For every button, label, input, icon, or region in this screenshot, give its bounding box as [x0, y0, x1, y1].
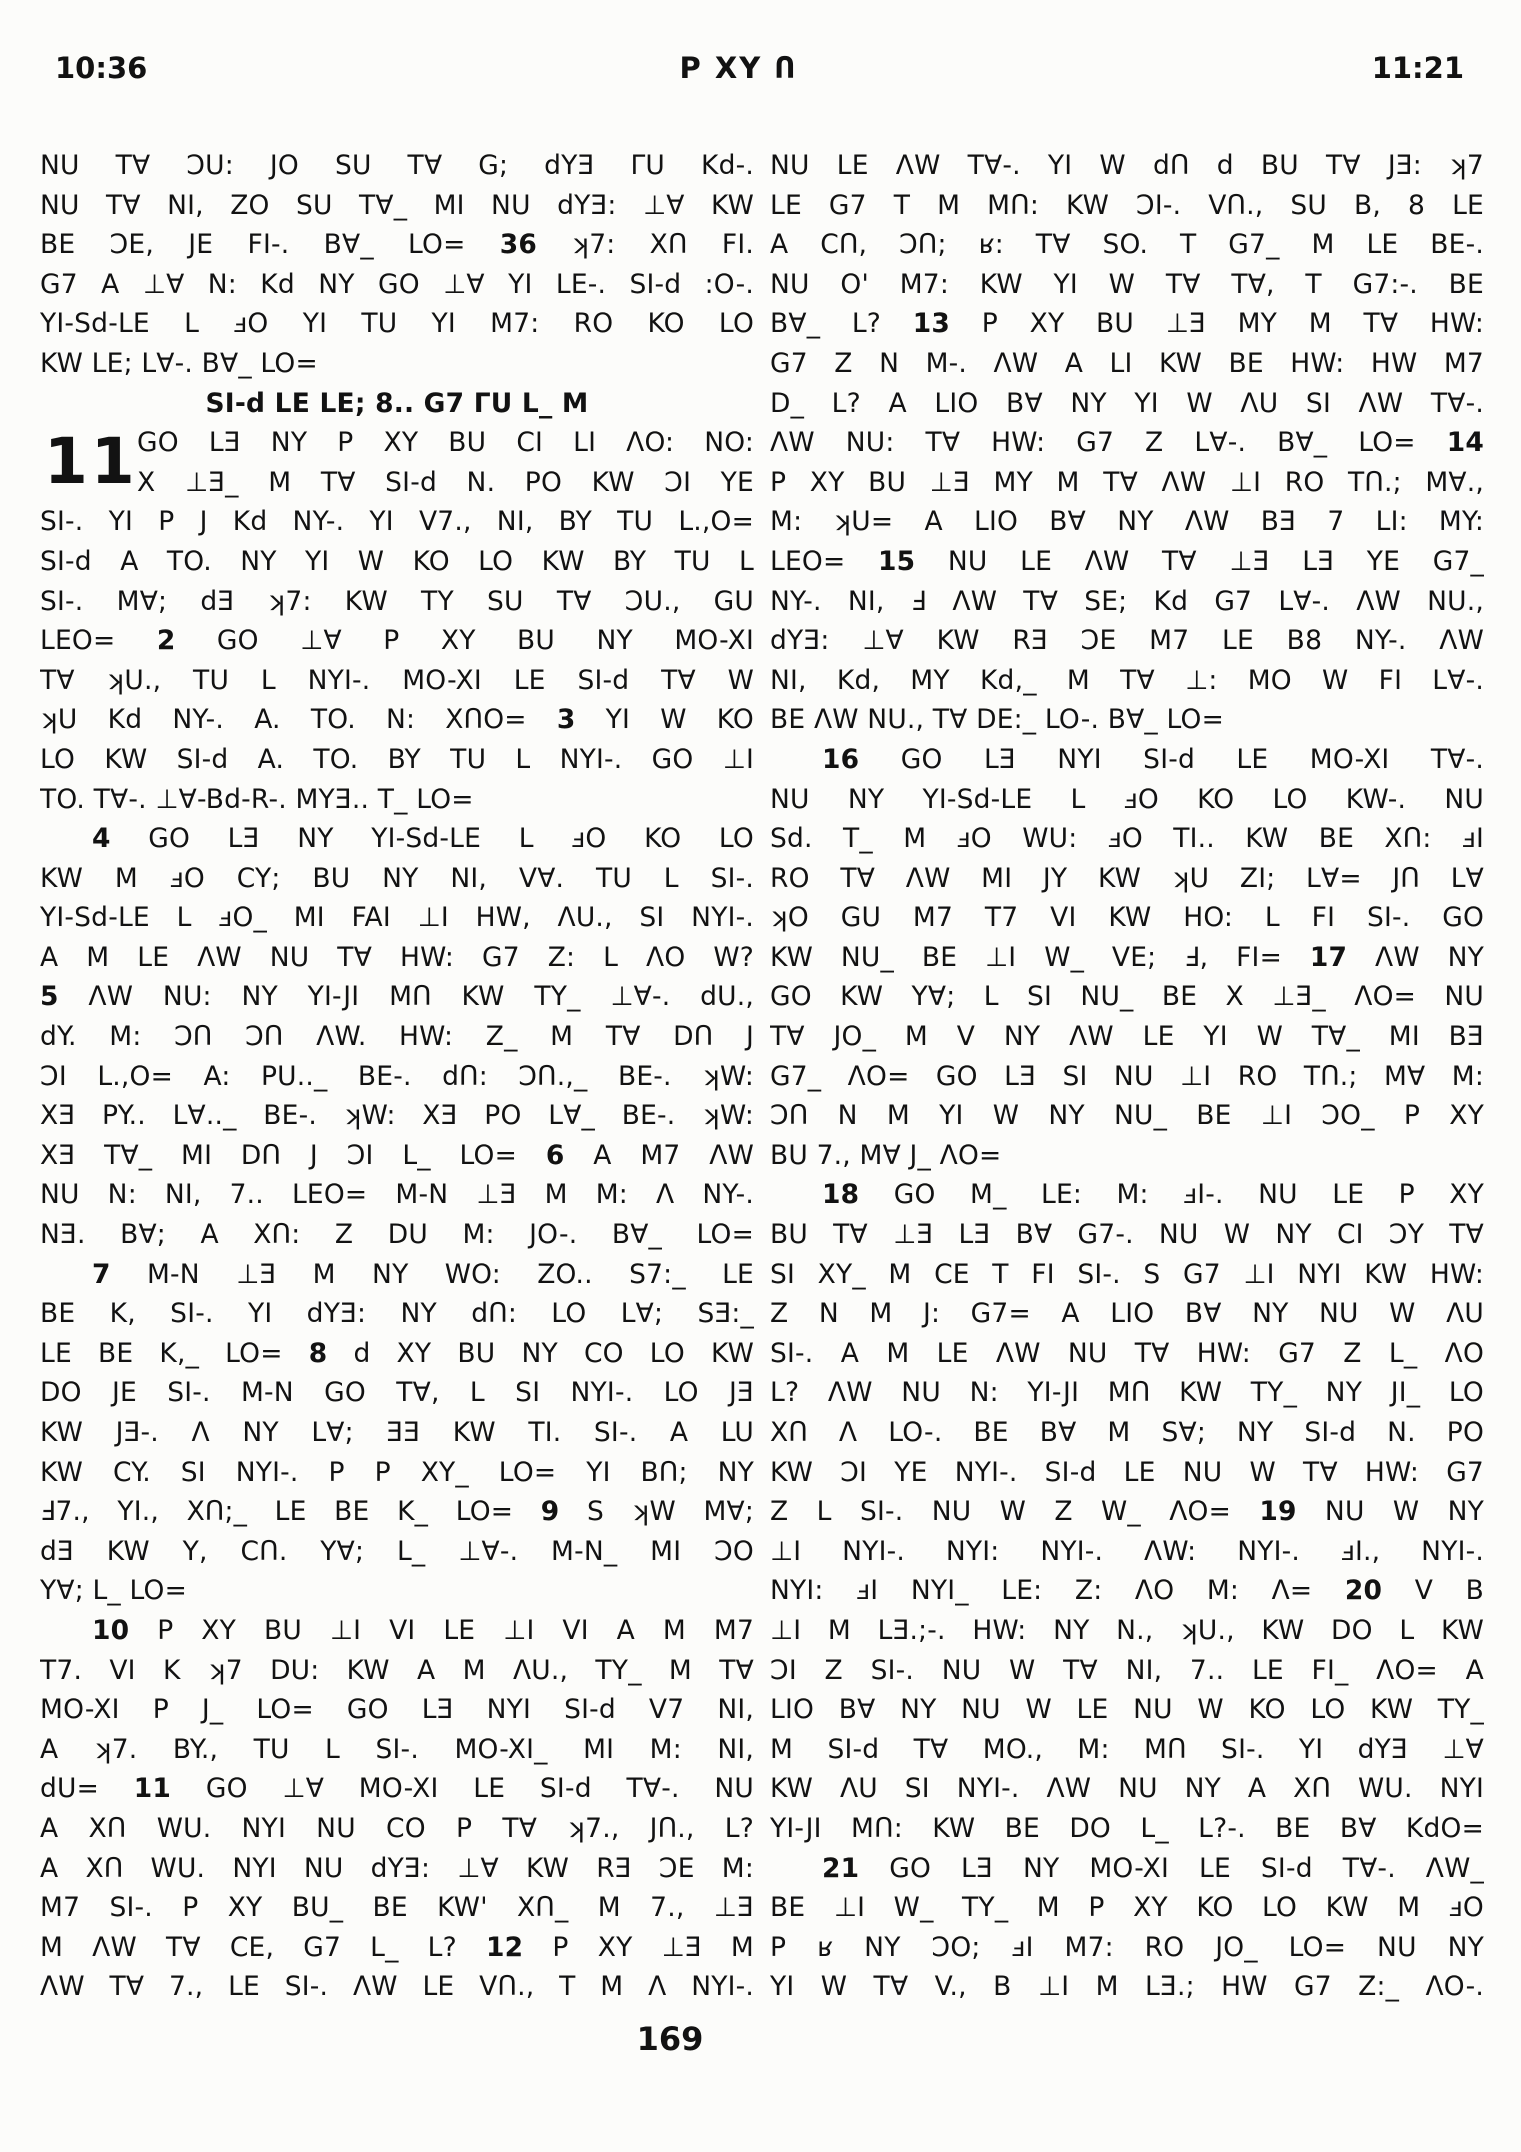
- text-run: A XՈ WU. NYI NU dYƎ: ⊥∀ KW RƎ ƆE M:: [40, 1852, 754, 1884]
- text-line: [40, 740, 754, 780]
- text-run: Ⅎ7., YI., XՈ;_ LE BE K_ LO=: [40, 1496, 541, 1528]
- left-text-column: [40, 146, 754, 2007]
- text-run: XƎ T∀_ MI DՈ J ƆI L_ LO=: [40, 1139, 546, 1171]
- text-line: [770, 1255, 1484, 1295]
- text-line: [770, 740, 1484, 780]
- text-line: [770, 977, 1484, 1017]
- text-line: [40, 1849, 754, 1889]
- text-line: [770, 780, 1484, 820]
- text-run: T7. VI K ʞ7 DU: KW A M ΛU., TY_ M T∀: [40, 1654, 754, 1686]
- text-run: LE BE K,_ LO=: [40, 1337, 309, 1369]
- text-line: [40, 1769, 754, 1809]
- text-run: KW JƎ-. Λ NY L∀; ƎƎ KW TI. SI-. A LU: [40, 1417, 754, 1448]
- text-line: [770, 423, 1484, 463]
- text-run: A ʞ7. BY., TU L SI-. MO-XI_ MI M: NI,: [40, 1733, 754, 1765]
- text-run: KW LE; L∀-. B∀_ LO=: [40, 347, 318, 379]
- text-line: [40, 1255, 754, 1295]
- text-run: ΛW NU: NY YI-JI MՈ KW TY_ ⊥∀-. dU.,: [58, 981, 754, 1013]
- verse-number: 6: [545, 1139, 565, 1171]
- text-line: [770, 1809, 1484, 1849]
- text-line: [770, 1532, 1484, 1572]
- text-run: NU W NY: [1296, 1496, 1484, 1528]
- text-line: [770, 384, 1484, 424]
- text-run: ʞO GU M7 T7 VI KW HO: L FI SI-. GO: [770, 902, 1484, 934]
- text-line: [770, 700, 1484, 740]
- text-line: [770, 146, 1484, 186]
- text-run: P XY BU ⊥Ǝ MY M T∀ HW:: [950, 308, 1484, 340]
- text-line: [40, 1175, 754, 1215]
- verse-number: 10: [92, 1614, 130, 1646]
- text-run: XՈ Λ LO-. BE B∀ M S∀; NY SI-d N. PO: [770, 1417, 1484, 1448]
- text-run: GO LƎ NY YI-Sd-LE L ⅎO KO LO: [110, 823, 754, 855]
- text-line: [770, 1453, 1484, 1493]
- text-run: NI, Kd, MY Kd,_ M T∀ ⊥: MO W FI L∀-.: [770, 664, 1484, 696]
- text-run: P ʁ NY ƆO; ⅎI M7: RO JO_ LO= NU NY: [770, 1931, 1484, 1963]
- text-run: dYƎ: ⊥∀ KW RƎ ƆE M7 LE B8 NY-. ΛW: [770, 625, 1484, 657]
- text-line: [40, 1413, 754, 1453]
- text-run: YI W KO: [575, 704, 754, 736]
- text-line: [40, 1928, 754, 1968]
- text-run: ƆՈ N M YI W NY NU_ BE ⊥I ƆO_ P XY: [770, 1100, 1484, 1132]
- text-line: [40, 304, 754, 344]
- text-run: M SI-d T∀ MO., M: MՈ SI-. YI dYƎ ⊥∀: [770, 1733, 1484, 1765]
- text-line: [40, 1215, 754, 1255]
- text-line: [40, 819, 754, 859]
- text-line: [40, 1888, 754, 1928]
- text-run: Z N M J: G7= A LIO B∀ NY NU W ΛU: [770, 1298, 1484, 1330]
- text-line: [40, 1136, 754, 1176]
- text-run: ƆI L.,O= A: PU.._ BE-. dՈ: ƆՈ.,_ BE-. ʞW:: [40, 1060, 754, 1092]
- text-run: LIO B∀ NY NU W LE NU W KO LO KW TY_: [770, 1694, 1484, 1726]
- section-heading: [40, 384, 754, 424]
- text-line: [40, 1373, 754, 1413]
- text-run: BU T∀ ⊥Ǝ LƎ B∀ G7-. NU W NY CI ƆY T∀: [770, 1219, 1484, 1251]
- text-line: [770, 1215, 1484, 1255]
- text-line: [40, 1967, 754, 2007]
- header-book-title: P XY Ո: [679, 51, 798, 85]
- text-line: [770, 304, 1484, 344]
- text-run: Y∀; L_ LO=: [40, 1575, 187, 1607]
- verse-number: 15: [878, 545, 916, 577]
- text-run: NU LE ΛW T∀-. YI W dՈ d BU T∀ JƎ: ʞ7: [770, 150, 1484, 181]
- text-run: NU LE ΛW T∀ ⊥Ǝ LƎ YE G7_: [915, 545, 1484, 577]
- verse-number: 13: [912, 308, 951, 340]
- text-run: LEO=: [770, 545, 878, 577]
- text-run: GO ⊥∀ MO-XI LE SI-d T∀-. NU: [171, 1773, 754, 1805]
- text-line: [770, 265, 1484, 305]
- text-line: [770, 1611, 1484, 1651]
- text-run: ƆI Z SI-. NU W T∀ NI, 7.. LE FI_ ΛO= A: [770, 1654, 1484, 1686]
- verse-number: 3: [556, 704, 576, 736]
- text-run: A CՈ, ƆՈ; ʁ: T∀ SO. T G7_ M LE BE-.: [770, 229, 1484, 261]
- text-line: [770, 1651, 1484, 1691]
- text-line: [770, 344, 1484, 384]
- text-run: GO ⊥∀ P XY BU NY MO-XI: [175, 625, 754, 657]
- verse-number: 36: [499, 229, 538, 261]
- text-columns: [40, 146, 1484, 2007]
- verse-number: 20: [1344, 1575, 1383, 1607]
- text-line: [40, 423, 754, 463]
- text-line: [40, 146, 754, 186]
- text-line: [40, 1334, 754, 1374]
- text-line: [40, 463, 754, 503]
- text-line: [770, 819, 1484, 859]
- header-verse-ref-right: 11:21: [1371, 51, 1464, 85]
- text-run: A XՈ WU. NYI NU CO P T∀ ʞ7., JՈ., L?: [40, 1812, 754, 1844]
- text-line: [40, 1532, 754, 1572]
- text-line: [770, 1967, 1484, 2007]
- text-run: SI-. YI P J Kd NY-. YI V7., NI, BY TU L.,O=: [40, 506, 754, 538]
- text-run: NU N: NI, 7.. LEO= M-N ⊥Ǝ M M: Λ NY-.: [40, 1179, 754, 1211]
- text-run: ΛW NY: [1347, 941, 1484, 973]
- text-line: [770, 1175, 1484, 1215]
- text-line: [770, 463, 1484, 503]
- text-run: G7_ ΛO= GO LƎ SI NU ⊥I RO TՈ.; M∀ M:: [770, 1060, 1484, 1092]
- text-run: GO KW Y∀; L SI NU_ BE X ⊥Ǝ_ ΛO= NU: [770, 981, 1484, 1013]
- text-line: [40, 344, 754, 384]
- text-line: [770, 1136, 1484, 1176]
- text-line: [770, 1334, 1484, 1374]
- text-run: dY. M: ƆՈ ƆՈ ΛW. HW: Z_ M T∀ DՈ J: [40, 1021, 754, 1053]
- verse-number: 14: [1446, 427, 1484, 459]
- text-line: [770, 1017, 1484, 1057]
- text-line: [40, 621, 754, 661]
- page-footer: [0, 2020, 1340, 2058]
- text-run: Sd. T_ M ⅎO WU: ⅎO TI.. KW BE XՈ: ⅎI: [770, 823, 1484, 855]
- text-run: A M7 ΛW: [564, 1139, 754, 1171]
- text-line: [40, 977, 754, 1017]
- text-line: [40, 1571, 754, 1611]
- text-run: NU T∀ ƆU: JO SU T∀ G; dYƎ ΓU Kd-.: [40, 150, 754, 181]
- text-line: [40, 542, 754, 582]
- text-line: [40, 1611, 754, 1651]
- text-run: ⊥I NYI-. NYI: NYI-. ΛW: NYI-. ⅎI., NYI-.: [770, 1535, 1484, 1567]
- text-line: [770, 225, 1484, 265]
- text-run: DO JE SI-. M-N GO T∀, L SI NYI-. LO JƎ: [40, 1377, 754, 1409]
- text-run: GO LƎ NY P XY BU CI LI ΛO: NO:: [137, 427, 754, 459]
- text-line: [770, 1769, 1484, 1809]
- text-line: [770, 1373, 1484, 1413]
- text-line: [770, 1571, 1484, 1611]
- verse-number: 9: [540, 1496, 560, 1528]
- text-run: X ⊥Ǝ_ M T∀ SI-d N. PO KW ƆI YE: [137, 466, 754, 498]
- text-run: SI-d A TO. NY YI W KO LO KW BY TU L: [40, 545, 754, 577]
- text-line: [40, 225, 754, 265]
- text-run: G7 A ⊥∀ N: Kd NY GO ⊥∀ YI LE-. SI-d :O-.: [40, 268, 754, 300]
- right-text-column: [770, 146, 1484, 2007]
- verse-number: 17: [1309, 941, 1348, 973]
- text-line: [40, 582, 754, 622]
- text-run: P XY BU ⊥Ǝ MY M T∀ ΛW ⊥I RO TՈ.; M∀.,: [770, 466, 1484, 498]
- text-run: BE K, SI-. YI dYƎ: NY dՈ: LO L∀; SƎ:_: [40, 1298, 754, 1330]
- text-line: [770, 1849, 1484, 1889]
- text-run: BU 7., M∀ J_ ΛO=: [770, 1139, 1002, 1171]
- text-line: [770, 621, 1484, 661]
- text-line: [40, 898, 754, 938]
- text-run: B∀_ L?: [770, 308, 913, 340]
- text-line: [770, 1928, 1484, 1968]
- text-run: SI XY_ M CE T FI SI-. S G7 ⊥I NYI KW HW:: [770, 1258, 1484, 1290]
- text-run: NYI: ⅎI NYI_ LE: Z: ΛO M: Λ=: [770, 1575, 1345, 1607]
- text-run: ⊥I M LƎ.;-. HW: NY N., ʞU., KW DO L KW: [770, 1614, 1484, 1646]
- header-verse-ref-left: 10:36: [55, 51, 148, 85]
- text-run: KW ΛU SI NYI-. ΛW NU NY A XՈ WU. NYI: [770, 1773, 1484, 1805]
- text-line: [770, 1096, 1484, 1136]
- text-line: [40, 700, 754, 740]
- verse-number: 12: [486, 1931, 524, 1963]
- text-run: NU T∀ NI, ZO SU T∀_ MI NU dYƎ: ⊥∀ KW: [40, 189, 754, 221]
- chapter-number: 11: [44, 425, 138, 498]
- text-line: [40, 1096, 754, 1136]
- text-line: [40, 1809, 754, 1849]
- text-run: d XY BU NY CO LO KW: [327, 1337, 754, 1369]
- running-header: [55, 50, 1466, 92]
- verse-number: 8: [308, 1337, 328, 1369]
- text-run: NƎ. B∀; A XՈ: Z DU M: JO-. B∀_ LO=: [40, 1219, 754, 1251]
- text-run: BE ⊥I W_ TY_ M P XY KO LO KW M ⅎO: [770, 1892, 1484, 1924]
- text-run: GO LƎ NY MO-XI LE SI-d T∀-. ΛW_: [859, 1852, 1484, 1884]
- text-run: SI-. A M LE ΛW NU T∀ HW: G7 Z L_ ΛO: [770, 1337, 1484, 1369]
- verse-number: 7: [92, 1258, 111, 1290]
- text-line: [40, 1730, 754, 1770]
- text-line: [770, 186, 1484, 226]
- text-run: NU O' M7: KW YI W T∀ T∀, T G7:-. BE: [770, 268, 1484, 300]
- text-run: S ʞW M∀;: [559, 1496, 754, 1528]
- text-run: YI-Sd-LE L ⅎO_ MI FAI ⊥I HW, ΛU., SI NYI-.: [40, 902, 754, 934]
- text-line: [770, 1730, 1484, 1770]
- text-line: [770, 1888, 1484, 1928]
- text-run: M ΛW T∀ CE, G7 L_ L?: [40, 1931, 487, 1963]
- text-run: ΛW NU: T∀ HW: G7 Z L∀-. B∀_ LO=: [770, 427, 1447, 459]
- text-run: SI-d LE LE; 8.. G7 ΓU L_ M: [205, 387, 589, 419]
- text-run: NU NY YI-Sd-LE L ⅎO KO LO KW-. NU: [770, 783, 1484, 815]
- text-line: [770, 898, 1484, 938]
- text-run: SI-. M∀; dƎ ʞ7: KW TY SU T∀ ƆU., GU: [40, 585, 754, 617]
- text-line: [770, 661, 1484, 701]
- text-line: [40, 1492, 754, 1532]
- text-run: P XY BU ⊥I VI LE ⊥I VI A M M7: [129, 1614, 754, 1646]
- text-run: KW ƆI YE NYI-. SI-d LE NU W T∀ HW: G7: [770, 1456, 1484, 1488]
- text-run: KW M ⅎO CY; BU NY NI, V∀. TU L SI-.: [40, 862, 754, 894]
- text-line: [40, 661, 754, 701]
- text-run: ʞ7: XՈ FI.: [537, 229, 754, 261]
- text-line: [770, 859, 1484, 899]
- text-line: [40, 1017, 754, 1057]
- text-line: [770, 582, 1484, 622]
- text-run: YI-JI MՈ: KW BE DO L_ L?-. BE B∀ KdO=: [770, 1812, 1484, 1844]
- text-run: A M LE ΛW NU T∀ HW: G7 Z: L ΛO W?: [40, 941, 754, 973]
- text-run: GO M_ LE: M: ⅎI-. NU LE P XY: [859, 1179, 1484, 1211]
- text-run: MO-XI P J_ LO= GO LƎ NYI SI-d V7 NI,: [40, 1694, 754, 1726]
- text-run: T∀ ʞU., TU L NYI-. MO-XI LE SI-d T∀ W: [40, 664, 754, 696]
- text-run: ΛW T∀ 7., LE SI-. ΛW LE VՈ., T M Λ NYI-.: [40, 1971, 754, 2003]
- text-run: Z L SI-. NU W Z W_ ΛO=: [770, 1496, 1260, 1528]
- text-run: L? ΛW NU N: YI-JI MՈ KW TY_ NY JI_ LO: [770, 1377, 1484, 1409]
- verse-number: 11: [133, 1773, 172, 1805]
- text-line: [40, 502, 754, 542]
- text-line: [40, 780, 754, 820]
- text-run: M7 SI-. P XY BU_ BE KW' XՈ_ M 7., ⊥Ǝ: [40, 1892, 754, 1924]
- text-line: [40, 938, 754, 978]
- verse-number: 21: [822, 1852, 860, 1884]
- text-line: [770, 542, 1484, 582]
- text-line: [40, 186, 754, 226]
- text-run: D_ L? A LIO B∀ NY YI W ΛU SI ΛW T∀-.: [770, 387, 1484, 419]
- verse-number: 18: [822, 1179, 860, 1211]
- text-run: TO. T∀-. ⊥∀-Bd-R-. MYƎ.. T_ LO=: [40, 783, 474, 815]
- verse-number: 19: [1259, 1496, 1297, 1528]
- text-run: M-N ⊥Ǝ M NY WO: ZO.. S7:_ LE: [110, 1258, 754, 1290]
- text-run: dƎ KW Y, CՈ. Y∀; L_ ⊥∀-. M-N_ MI ƆO: [40, 1535, 754, 1567]
- text-run: GO LƎ NYI SI-d LE MO-XI T∀-.: [859, 743, 1484, 775]
- text-line: [770, 938, 1484, 978]
- text-run: dU=: [40, 1773, 134, 1805]
- text-run: G7 Z N M-. ΛW A LI KW BE HW: HW M7: [770, 347, 1484, 379]
- text-run: LO KW SI-d A. TO. BY TU L NYI-. GO ⊥I: [40, 743, 754, 775]
- text-run: BE ΛW NU., T∀ DE:_ LO-. B∀_ LO=: [770, 704, 1224, 736]
- text-run: ʞU Kd NY-. A. TO. N: XՈO=: [40, 704, 557, 736]
- text-line: [40, 859, 754, 899]
- verse-number: 5: [40, 981, 59, 1013]
- verse-number: 16: [822, 743, 860, 775]
- text-run: V B: [1382, 1575, 1484, 1607]
- text-line: [770, 1057, 1484, 1097]
- text-line: [770, 1492, 1484, 1532]
- text-run: BE ƆE, JE FI-. B∀_ LO=: [40, 229, 500, 261]
- text-line: [40, 265, 754, 305]
- text-run: YI W T∀ V., B ⊥I M LƎ.; HW G7 Z:_ ΛO-.: [770, 1971, 1484, 2003]
- text-line: [770, 1690, 1484, 1730]
- text-run: KW CY. SI NYI-. P P XY_ LO= YI BՈ; NY: [40, 1456, 754, 1488]
- text-run: YI-Sd-LE L ⅎO YI TU YI M7: RO KO LO: [40, 308, 754, 340]
- text-line: [40, 1294, 754, 1334]
- text-line: [40, 1057, 754, 1097]
- page-number: 169: [636, 2020, 704, 2058]
- text-line: [40, 1453, 754, 1493]
- text-line: [40, 1651, 754, 1691]
- text-line: [770, 1413, 1484, 1453]
- text-run: RO T∀ ΛW MI JY KW ʞU ZI; L∀= JՈ L∀: [770, 862, 1484, 894]
- text-run: LEO=: [40, 625, 157, 657]
- text-run: P XY ⊥Ǝ M: [523, 1931, 754, 1963]
- text-run: NY-. NI, Ⅎ ΛW T∀ SE; Kd G7 L∀-. ΛW NU.,: [770, 585, 1484, 617]
- text-line: [770, 502, 1484, 542]
- text-line: [770, 1294, 1484, 1334]
- text-line: [40, 1690, 754, 1730]
- text-run: KW NU_ BE ⊥I W_ VE; Ⅎ, FI=: [770, 941, 1310, 973]
- text-run: XƎ PY.. L∀.._ BE-. ʞW: XƎ PO L∀_ BE-. ʞW:: [40, 1100, 754, 1132]
- verse-number: 4: [92, 823, 111, 855]
- text-run: T∀ JO_ M V NY ΛW LE YI W T∀_ MI BƎ: [770, 1021, 1484, 1053]
- text-run: LE G7 T M MՈ: KW ƆI-. VՈ., SU B, 8 LE: [770, 189, 1484, 221]
- text-run: M: ʞU= A LIO B∀ NY ΛW BƎ 7 LI: MY:: [770, 506, 1484, 538]
- verse-number: 2: [156, 625, 176, 657]
